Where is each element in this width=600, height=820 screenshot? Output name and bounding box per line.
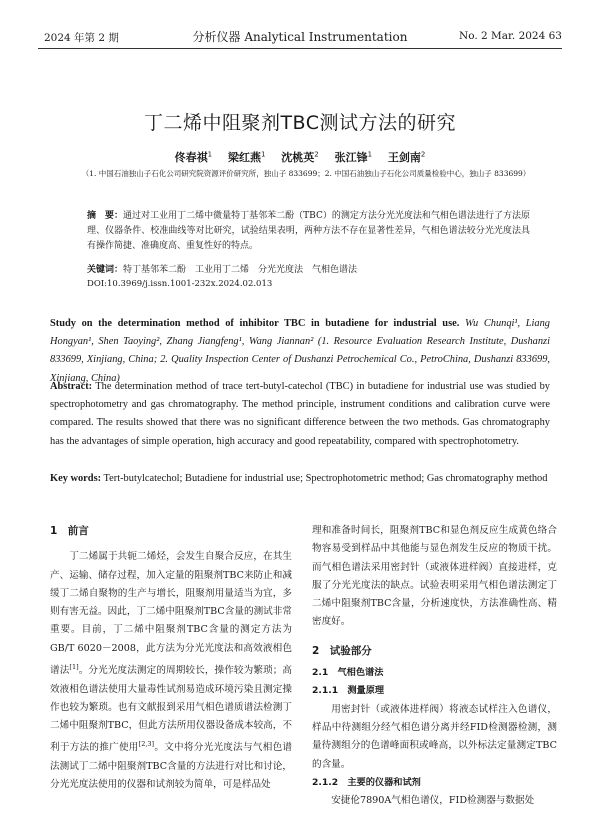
author-list xyxy=(0,149,600,165)
subsection-heading-gc: 2.1 气相色谱法 xyxy=(312,667,384,679)
english-abstract-label: Abstract: xyxy=(50,381,93,392)
keywords-zh-label: 关键词： xyxy=(87,265,124,275)
author: 王剑南$^2$ xyxy=(387,150,426,164)
english-keywords xyxy=(50,470,550,488)
subsection-heading-instruments: 2.1.2 主要的仪器和试剂 xyxy=(312,776,421,788)
english-abstract xyxy=(50,378,550,451)
keywords-zh-text: 特丁基邻苯二酚 工业用丁二烯 分光光度法 气相色谱法 xyxy=(123,265,358,275)
issue-page-number: No. 2 Mar. 2024 63 xyxy=(459,30,562,42)
body-column-left xyxy=(50,522,292,795)
author: 佟春祺$^1$ xyxy=(174,150,213,164)
intro-paragraph-continued: 理和准备时间长，阻聚剂TBC和显色剂反应生成黄色络合物容易受到样品中其他能与显色剂发生反应的物质干扰。而气相色谱法采用密封针（或液体进样阀）直接进样，克服了分光光度法的缺点。试验表明采用气相色谱法测定丁二烯中阻聚剂TBC含量，分析速度快，方法准确性高、精密度好。 xyxy=(312,525,557,628)
english-title-block xyxy=(50,315,550,388)
author: 沈桃英$^2$ xyxy=(281,150,319,164)
english-keywords-label: Key words: xyxy=(50,473,102,484)
instruments-paragraph: 安捷伦7890A气相色谱仪，FID检测器与数据处 xyxy=(331,795,535,807)
affiliation: （1. 中国石油独山子石化公司研究院资源评价研究所，独山子 833699；2. 中国石油独山子石化公司质量检验中心，独山子 833699） xyxy=(81,169,531,178)
english-keywords-text: Tert-butylcatechol; Butadiene for industrial use; Spectrophotometric method; Gas chromatography method xyxy=(103,473,548,484)
principle-paragraph: 用密封针（或液体进样阀）将液态试样注入色谱仪，样品中待测组分经气相色谱分离并经FID检测器检测，测量待测组分的色谱峰面积或峰高，以外标法定量测定TBC的含量。 xyxy=(312,703,557,770)
english-authors-affiliation: Wu Chunqi¹, Liang Hongyan¹, Shen Taoying², Zhang Jiangfeng¹, Wang Jiannan² (1. Resource Evaluation Research Institute, Dushanzi 833699, Xinjiang, China; 2. Quality Inspection Center of Dushanzi Petrochemical Co., PetroChina, Dushanzi 833699, Xinjiang, China) xyxy=(50,318,550,384)
header-rule xyxy=(38,48,562,49)
section-heading-experiment: 2 试验部分 xyxy=(312,644,372,657)
intro-paragraph: 丁二烯属于共轭二烯烃，会发生自聚合反应，在其生产、运输、储存过程，加入定量的阻聚剂TBC来防止和减缓丁二烯自聚物的生产与增长，阻聚剂用量适当为宜，多则有害无益。因此，丁二烯中阻聚剂TBC含量的测试非常重要。目前，丁二烯中阻聚剂TBC含量的测定方法为GB/T 6020－2008，此方法为分光光度法和高效液相色谱法[1]。分光光度法测定的周期较长，操作较为繁琐；高效液相色谱法使用大量毒性试剂易造成环境污染且测定操作也较为繁琐。也有文献报到采用气相色谱质谱法检测丁二烯中阻聚剂TBC，但此方法所用仪器设备成本较高，不利于方法的推广使用[2,3]。文中将分光光度法与气相色谱法测试丁二烯中阻聚剂TBC含量的方法进行对比和讨论，分光光度法使用的仪器和试剂较为简单，可是样品处 xyxy=(50,551,293,791)
english-abstract-text: The determination method of trace tert-butyl-catechol (TBC) in butadiene for industrial use was studied by spectrophotometry and gas chromatography. The method principle, instrument conditions and calibration curve were compared. The results showed that there was no significant difference between the two methods. Gas chromatography has the advantages of simple operation, high accuracy and good repeatability, compared with spectrophotometry. xyxy=(50,381,550,447)
paper-title: 丁二烯中阻聚剂TBC测试方法的研究 xyxy=(143,112,457,134)
body-column-right xyxy=(312,522,557,810)
keywords-zh xyxy=(87,263,530,277)
author: 张江锋$^1$ xyxy=(334,150,373,164)
citation-ref: [2,3] xyxy=(138,740,155,749)
doi: DOI:10.3969/j.issn.1001-232x.2024.02.013 xyxy=(87,279,273,289)
author: 梁红燕$^1$ xyxy=(227,150,266,164)
english-title: Study on the determination method of inhibitor TBC in butadiene for industrial use. xyxy=(50,318,460,329)
citation-ref: [1] xyxy=(69,663,79,672)
issue-label: 2024 年第 2 期 xyxy=(44,32,119,44)
subsection-heading-principle: 2.1.1 测量原理 xyxy=(312,685,385,697)
abstract-zh xyxy=(87,209,530,254)
running-header xyxy=(38,28,562,46)
abstract-zh-label: 摘 要： xyxy=(87,211,124,221)
abstract-zh-text: 通过对工业用丁二烯中微量特丁基邻苯二酚（TBC）的测定方法分光光度法和气相色谱法进行了方法原理、仪器条件、校准曲线等对比研究，试验结果表明，两种方法不存在显著性差异，气相色谱法较分光光度法具有操作简捷、准确度高、重复性好的特点。 xyxy=(87,211,530,251)
section-heading-introduction: 1 前言 xyxy=(50,525,89,537)
journal-name: 分析仪器 Analytical Instrumentation xyxy=(192,30,408,44)
